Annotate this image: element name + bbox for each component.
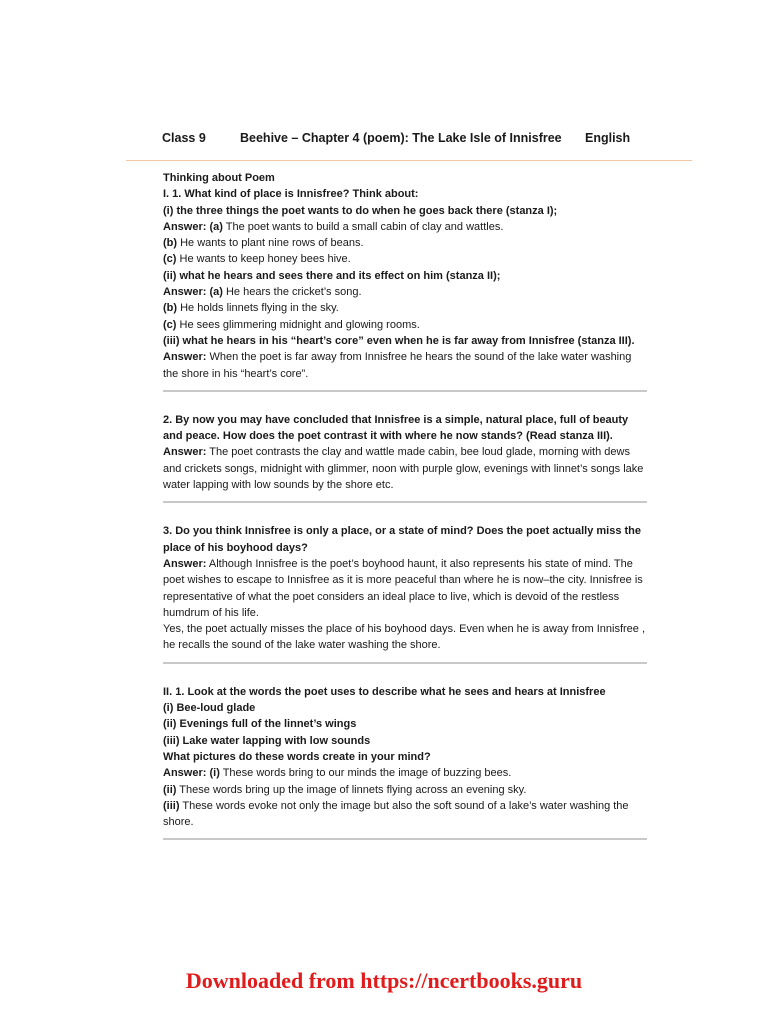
download-source-footer: Downloaded from https://ncertbooks.guru — [185, 968, 583, 993]
answer-tag: (c) — [163, 253, 177, 266]
document-body — [163, 170, 647, 860]
answer-text: When the poet is far away from Innisfree he hears the sound of the lake water washing the shore in his “heart’s core”. — [163, 351, 632, 380]
answer-line — [163, 444, 647, 493]
answer-line — [163, 349, 647, 382]
answer-line — [163, 284, 647, 300]
answer-line — [163, 251, 647, 267]
answer-label: Answer: — [163, 557, 207, 570]
answer-line — [163, 556, 647, 621]
subject-label: English — [585, 131, 631, 145]
answer-tag: (b) — [163, 237, 178, 250]
answer-text: These words bring to our minds the image of buzzing bees. — [219, 767, 512, 780]
answer-line — [163, 782, 647, 798]
phrase-item: (iii) Lake water lapping with low sounds — [163, 734, 371, 747]
answer-label: Answer: — [163, 286, 207, 299]
question-1: I. 1. What kind of place is Innisfree? Think about: — [163, 188, 419, 201]
answer-continuation: Yes, the poet actually misses the place of his boyhood days. Even when he is away from Innisfree , he recalls the sound of the lake water washing the shore. — [163, 623, 646, 652]
question-prompt: What pictures do these words create in your mind? — [163, 750, 431, 763]
answer-label: Answer: — [163, 351, 207, 364]
answer-line — [163, 235, 647, 251]
section-thinking-about-poem — [163, 170, 647, 382]
answer-text: He holds linnets flying in the sky. — [177, 302, 339, 315]
chapter-title: Beehive – Chapter 4 (poem): The Lake Isle of Innisfree — [240, 131, 562, 145]
question-2: 2. By now you may have concluded that Innisfree is a simple, natural place, full of beauty and peace. How does the poet contrast it with where he now stands? (Read stanza III). — [163, 413, 629, 443]
class-label: Class 9 — [162, 131, 206, 145]
answer-text: He wants to plant nine rows of beans. — [177, 237, 364, 250]
answer-label: Answer: — [163, 446, 207, 459]
answer-line — [163, 300, 647, 316]
answer-tag: (a) — [209, 220, 223, 233]
section-divider — [163, 838, 647, 840]
answer-text: He hears the cricket’s song. — [222, 286, 362, 299]
section-divider — [163, 501, 647, 503]
phrase-item: (ii) Evenings full of the linnet’s wings — [163, 718, 357, 731]
answer-text: The poet wants to build a small cabin of clay and wattles. — [222, 220, 504, 233]
answer-tag: (ii) — [163, 783, 177, 796]
answer-tag: (iii) — [163, 799, 180, 812]
header-divider — [126, 160, 692, 161]
section-heading: Thinking about Poem — [163, 172, 275, 184]
question-1-iii: (iii) what he hears in his “heart’s core” even when he is far away from Innisfree (stanza III). — [163, 334, 635, 347]
answer-line — [163, 765, 647, 781]
answer-label: Answer: — [163, 220, 207, 233]
answer-tag: (b) — [163, 302, 178, 315]
question-3: 3. Do you think Innisfree is only a place, or a state of mind? Does the poet actually miss the place of his boyhood days? — [163, 525, 642, 554]
question-ii-1: II. 1. Look at the words the poet uses to describe what he sees and hears at Innisfree — [163, 685, 606, 698]
section-question-3 — [163, 523, 647, 653]
answer-label: Answer: — [163, 767, 207, 780]
answer-text: The poet contrasts the clay and wattle made cabin, bee loud glade, morning with dews and crickets songs, midnight with glimmer, noon with purple glow, evenings with linnet’s songs lake water lapping with low sounds by the shore etc. — [163, 446, 644, 492]
section-divider — [163, 662, 647, 664]
section-divider — [163, 390, 647, 392]
phrase-item: (i) Bee-loud glade — [163, 702, 256, 715]
answer-tag: (i) — [209, 767, 220, 780]
answer-line — [163, 317, 647, 333]
section-question-2 — [163, 412, 647, 493]
question-1-i: (i) the three things the poet wants to do when he goes back there (stanza I); — [163, 204, 558, 217]
answer-text: Although Innisfree is the poet’s boyhood haunt, it also represents his state of mind. The poet wishes to escape to Innisfree as it is more peaceful than where he is now–the city. Innisfree is representative of what the poet considers an ideal place to live, which is devoid of the restless humdrum of his life. — [163, 557, 643, 619]
answer-text: These words evoke not only the image but also the soft sound of a lake’s water washing the shore. — [163, 799, 629, 829]
section-question-ii-1 — [163, 684, 647, 831]
answer-text: He sees glimmering midnight and glowing rooms. — [176, 318, 420, 331]
page-header — [162, 131, 637, 145]
answer-tag: (c) — [163, 318, 177, 331]
question-1-ii: (ii) what he hears and sees there and its effect on him (stanza II); — [163, 269, 501, 282]
answer-line — [163, 798, 647, 831]
answer-tag: (a) — [209, 286, 223, 299]
answer-text: He wants to keep honey bees hive. — [176, 253, 351, 266]
answer-line — [163, 219, 647, 235]
answer-text: These words bring up the image of linnets flying across an evening sky. — [176, 783, 527, 796]
